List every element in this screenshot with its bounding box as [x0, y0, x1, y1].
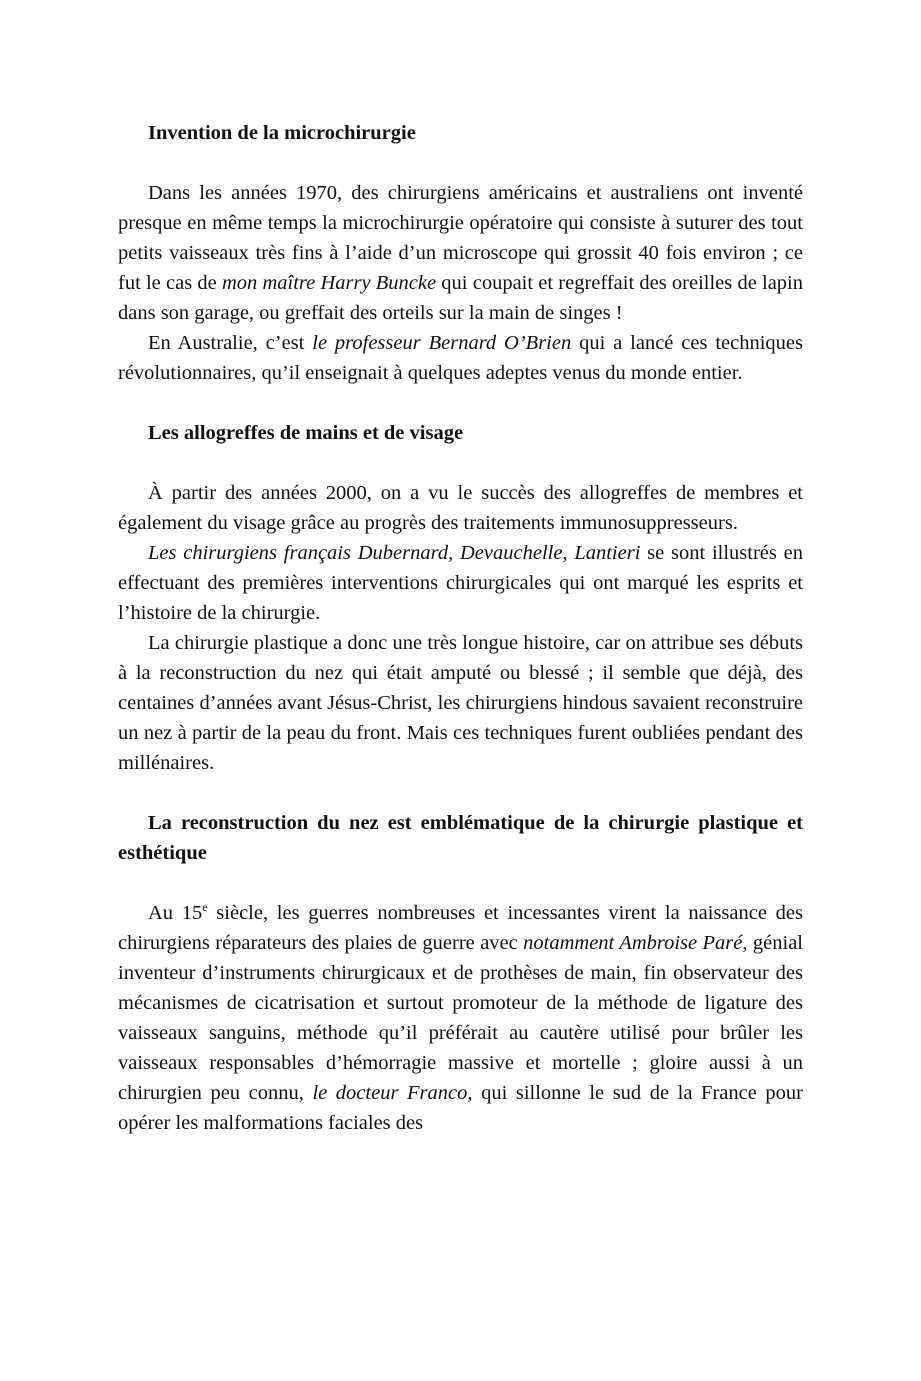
spacer: [118, 388, 803, 418]
paragraph: [118, 538, 803, 628]
section-heading-microchirurgie: Invention de la microchirurgie: [148, 122, 416, 144]
paragraph-text: qui coupait et regreffait des oreilles de lapin dans son garage, ou greffait des orteils sur la main de singes !: [118, 272, 804, 324]
paragraph: [118, 898, 803, 1138]
paragraph: [118, 178, 803, 328]
italic-name: mon maître Harry Buncke: [221, 272, 437, 294]
paragraph-text: siècle, les guerres nombreuses et incessantes virent la naissance des chirurgiens réparateurs des plaies de guerre avec: [118, 902, 803, 954]
spacer: [118, 868, 803, 898]
italic-name: Les chirurgiens français Dubernard, Devauchelle, Lantieri: [148, 542, 641, 564]
paragraph-text: En Australie, c’est: [148, 332, 313, 354]
paragraph-text: génial inventeur d’instruments chirurgicaux et de prothèses de main, fin observateur des mécanismes de cicatrisation et surtout promoteur de la méthode de ligature des vaisseaux sanguins, méthode qu’il préférait au cautère utilisé pour brûler les vaisseaux responsables d’hémorragie massive et mortelle ; gloire aussi à un chirurgien peu connu,: [118, 932, 803, 1104]
spacer: [118, 148, 803, 178]
superscript: e: [202, 900, 208, 914]
spacer: [118, 448, 803, 478]
paragraph-text: qui a lancé ces techniques révolutionnaires, qu’il enseignait à quelques adeptes venus du monde entier.: [118, 332, 803, 384]
italic-name: le professeur Bernard O’Brien: [312, 332, 572, 354]
spacer: [118, 778, 803, 808]
italic-name: le docteur Franco,: [312, 1082, 473, 1104]
italic-name: notamment Ambroise Paré,: [523, 932, 748, 954]
paragraph: La chirurgie plastique a donc une très longue histoire, car on attribue ses débuts à la reconstruction du nez qui était amputé ou blessé ; il semble que déjà, des centaines d’années avant Jésus-Christ, les chirurgiens hindous savaient reconstruire un nez à partir de la peau du front. Mais ces techniques furent oubliées pendant des millénaires.: [118, 632, 803, 774]
paragraph-text: qui sillonne le sud de la France pour opérer les malformations faciales des: [118, 1082, 803, 1134]
paragraph-text: Au 15: [148, 902, 203, 924]
paragraph-text: Dans les années 1970, des chirurgiens américains et australiens ont inventé presque en même temps la microchirurgie opératoire qui consiste à suturer des tout petits vaisseaux très fins à l’aide d’un microscope qui grossit 40 fois environ ; ce fut le cas de: [118, 182, 803, 294]
section-heading-allogreffes: Les allogreffes de mains et de visage: [148, 422, 464, 444]
paragraph: [118, 328, 803, 388]
section-heading-reconstruction-nez: La reconstruction du nez est emblématique de la chirurgie plastique et esthétique: [118, 812, 803, 864]
paragraph-text: se sont illustrés en effectuant des premières interventions chirurgicales qui ont marqué les esprits et l’histoire de la chirurgie.: [118, 542, 804, 624]
paragraph: À partir des années 2000, on a vu le succès des allogreffes de membres et également du visage grâce au progrès des traitements immunosuppresseurs.: [118, 482, 803, 534]
document-page: [118, 118, 803, 1138]
